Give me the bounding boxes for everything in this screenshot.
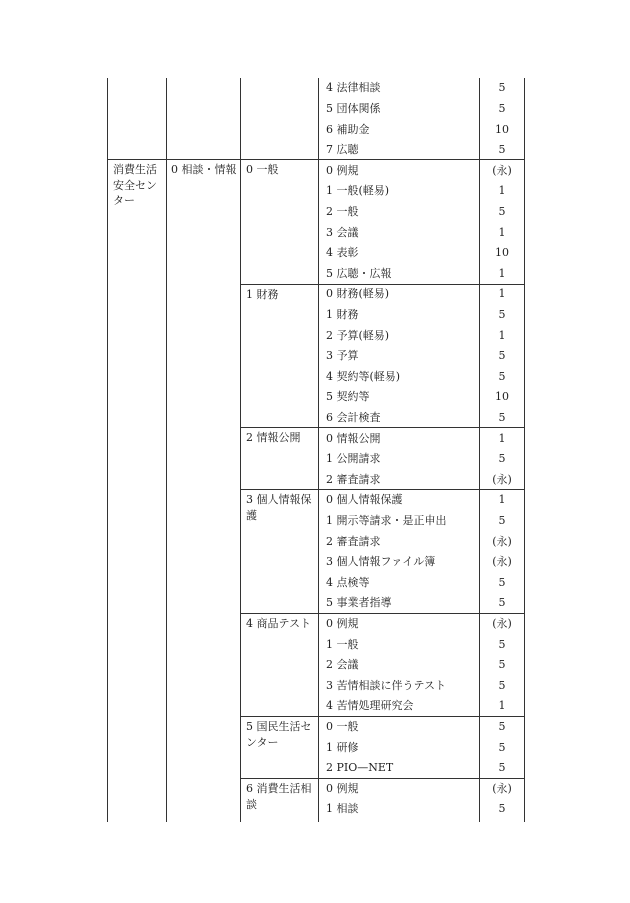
retention-years: 5 — [498, 658, 506, 672]
col-border — [107, 78, 108, 822]
item-label: 0 例規 — [326, 781, 359, 795]
row-border — [107, 159, 524, 160]
item-label: 1 財務 — [326, 307, 359, 321]
retention-years: 5 — [498, 596, 506, 610]
subcategory: 5 国民生活センター — [246, 720, 312, 749]
col-border — [240, 78, 241, 822]
retention-years: 5 — [498, 761, 506, 775]
item-label: 6 会計検査 — [326, 410, 381, 424]
retention-years: 5 — [498, 349, 506, 363]
item-label: 1 研修 — [326, 740, 359, 754]
item-label: 4 点検等 — [326, 575, 370, 589]
retention-years: 5 — [498, 369, 506, 383]
category-name: 0 相談・情報 — [171, 163, 237, 176]
retention-years: 1 — [498, 184, 506, 198]
subcategory: 6 消費生活相談 — [246, 782, 312, 811]
item-label: 0 例規 — [326, 163, 359, 177]
retention-years: (永) — [492, 163, 512, 177]
retention-years: (永) — [492, 534, 512, 548]
item-label: 1 一般(軽易) — [326, 184, 390, 198]
retention-years: 5 — [498, 719, 506, 733]
retention-years: 1 — [498, 266, 506, 280]
retention-years: (永) — [492, 472, 512, 486]
item-label: 5 広聴・広報 — [326, 266, 392, 280]
item-label: 3 予算 — [326, 349, 359, 363]
item-label: 2 一般 — [326, 204, 359, 218]
retention-years: 5 — [498, 143, 506, 157]
col-border — [524, 78, 525, 822]
retention-years: 1 — [498, 699, 506, 713]
retention-years: 1 — [498, 287, 506, 301]
item-label: 0 個人情報保護 — [326, 493, 403, 507]
item-label: 0 財務(軽易) — [326, 287, 390, 301]
retention-years: 1 — [498, 225, 506, 239]
item-label: 1 開示等請求・是正申出 — [326, 513, 447, 527]
col-border — [318, 78, 319, 822]
subcategory: 1 財務 — [246, 288, 279, 301]
retention-years: 10 — [495, 390, 509, 404]
item-label: 0 情報公開 — [326, 431, 381, 445]
item-label: 2 審査請求 — [326, 534, 381, 548]
retention-years: (永) — [492, 781, 512, 795]
department-name: 消費生活安全センター — [113, 163, 157, 207]
retention-years: 5 — [498, 81, 506, 95]
item-label: 4 表彰 — [326, 246, 359, 260]
col-border — [166, 78, 167, 822]
item-label: 1 公開請求 — [326, 452, 381, 466]
retention-years: (永) — [492, 616, 512, 630]
item-label: 0 例規 — [326, 616, 359, 630]
retention-years: 1 — [498, 493, 506, 507]
item-label: 7 広聴 — [326, 143, 359, 157]
item-label: 1 一般 — [326, 637, 359, 651]
item-label: 6 補助金 — [326, 122, 370, 136]
retention-years: 5 — [498, 740, 506, 754]
retention-years: 1 — [498, 431, 506, 445]
item-label: 4 法律相談 — [326, 81, 381, 95]
subcategory: 2 情報公開 — [246, 431, 301, 444]
item-label: 2 審査請求 — [326, 472, 381, 486]
retention-years: 10 — [495, 246, 509, 260]
item-label: 2 会議 — [326, 658, 359, 672]
item-label: 3 個人情報ファイル簿 — [326, 555, 436, 569]
retention-years: 5 — [498, 410, 506, 424]
item-label: 4 苦情処理研究会 — [326, 699, 414, 713]
item-label: 3 苦情相談に伴うテスト — [326, 678, 447, 692]
item-label: 0 一般 — [326, 719, 359, 733]
retention-years: 5 — [498, 513, 506, 527]
subcategory: 3 個人情報保護 — [246, 493, 312, 522]
subcategory: 0 一般 — [246, 163, 279, 176]
retention-years: 5 — [498, 204, 506, 218]
retention-years: 5 — [498, 307, 506, 321]
retention-years: (永) — [492, 555, 512, 569]
item-label: 2 予算(軽易) — [326, 328, 390, 342]
retention-years: 5 — [498, 575, 506, 589]
retention-years: 5 — [498, 802, 506, 816]
retention-years: 1 — [498, 328, 506, 342]
retention-years: 10 — [495, 122, 509, 136]
item-label: 5 団体関係 — [326, 101, 381, 115]
item-label: 5 事業者指導 — [326, 596, 392, 610]
subcategory: 4 商品テスト — [246, 617, 312, 630]
retention-years: 5 — [498, 678, 506, 692]
retention-years: 5 — [498, 452, 506, 466]
retention-years: 5 — [498, 637, 506, 651]
item-label: 5 契約等 — [326, 390, 370, 404]
item-label: 2 PIO—NET — [326, 761, 394, 775]
retention-years: 5 — [498, 101, 506, 115]
item-label: 1 相談 — [326, 802, 359, 816]
item-label: 4 契約等(軽易) — [326, 369, 401, 383]
item-label: 3 会議 — [326, 225, 359, 239]
